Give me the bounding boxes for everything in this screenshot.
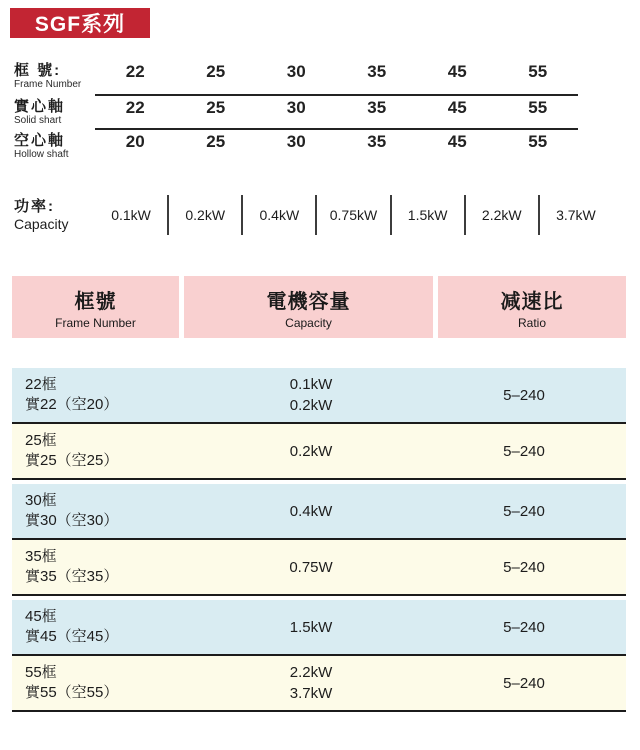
capacity-cell xyxy=(184,368,438,422)
capacity-lines xyxy=(290,441,333,462)
capacity-label-en: Capacity xyxy=(14,215,69,232)
capacity-value: 0.4kW xyxy=(259,207,300,223)
spec-value: 25 xyxy=(206,62,226,81)
capacity-value: 0.75kW xyxy=(329,207,378,223)
table-header-cell xyxy=(438,276,626,338)
frame-line: 25框 xyxy=(25,432,57,449)
frame-cell xyxy=(12,368,184,422)
spec-label-en: Hollow shaft xyxy=(14,149,69,161)
ratio-cell: 5–240 xyxy=(503,674,545,692)
capacity-lines xyxy=(290,617,333,638)
capacity-value: 1.5kW xyxy=(407,207,448,223)
spec-label-zh: 實心軸 xyxy=(14,98,66,115)
spec-value: 25 xyxy=(206,132,226,151)
capacity-label-zh: 功率: xyxy=(14,197,55,215)
frame-cell xyxy=(12,656,184,710)
frame-line: 實35（空35） xyxy=(25,568,119,585)
capacity-lines xyxy=(289,557,332,578)
frame-cell xyxy=(12,484,184,538)
capacity-value: 2.2kW xyxy=(481,207,522,223)
spec-row xyxy=(14,96,580,130)
spec-label-en: Solid shart xyxy=(14,115,62,127)
spec-label-zh: 空心軸 xyxy=(14,132,66,149)
ratio-table-header xyxy=(12,276,626,338)
frame-line: 45框 xyxy=(25,608,57,625)
series-title-banner xyxy=(10,8,150,38)
frame-line: 實22（空20） xyxy=(25,396,119,413)
ratio-cell: 5–240 xyxy=(503,502,545,520)
series-title: SGF系列 xyxy=(34,13,126,36)
catalog-page xyxy=(0,8,640,712)
spec-value: 25 xyxy=(206,98,226,117)
ratio-cell: 5–240 xyxy=(503,442,545,460)
capacity-line: 0.75W xyxy=(289,558,333,576)
spec-value: 35 xyxy=(367,132,387,151)
frame-line: 實30（空30） xyxy=(25,512,119,529)
capacity-cell xyxy=(184,484,438,538)
spec-row-values xyxy=(95,130,578,162)
capacity-line: 2.2kW xyxy=(289,664,333,681)
spec-value: 20 xyxy=(125,132,145,151)
capacity-cell xyxy=(184,424,438,478)
header-en: Frame Number xyxy=(55,315,136,330)
capacity-cell xyxy=(184,540,438,594)
capacity-lines xyxy=(290,374,333,416)
header-zh: 减速比 xyxy=(500,290,564,313)
spec-value: 45 xyxy=(447,132,467,151)
table-row xyxy=(12,600,626,656)
capacity-lines xyxy=(290,501,333,522)
table-header-cell xyxy=(184,276,433,338)
table-row xyxy=(12,656,626,712)
spec-row-label xyxy=(14,60,95,96)
frame-line: 實55（空55） xyxy=(25,684,119,701)
spec-value: 22 xyxy=(125,98,145,117)
table-row xyxy=(12,484,626,540)
ratio-cell: 5–240 xyxy=(503,558,545,576)
spec-row-values xyxy=(95,60,578,96)
spec-row xyxy=(14,130,580,162)
frame-line: 30框 xyxy=(25,492,57,509)
table-row xyxy=(12,424,626,480)
spec-label-zh: 框 號: xyxy=(14,62,62,79)
spec-row-values xyxy=(95,96,578,130)
capacity-line: 0.1kW xyxy=(289,376,333,393)
capacity-line: 0.2kW xyxy=(289,442,333,460)
spec-value: 35 xyxy=(367,98,387,117)
ratio-table-body xyxy=(12,368,626,712)
spec-row xyxy=(14,60,580,96)
spec-table xyxy=(14,60,580,162)
capacity-strip xyxy=(14,190,614,240)
spec-value: 55 xyxy=(528,62,548,81)
frame-line: 55框 xyxy=(25,664,57,681)
spec-value: 35 xyxy=(367,62,387,81)
capacity-cell xyxy=(184,600,438,654)
capacity-value: 0.2kW xyxy=(185,207,226,223)
ratio-table xyxy=(12,276,626,712)
capacity-line: 0.4kW xyxy=(289,502,333,520)
capacity-line: 3.7kW xyxy=(289,685,333,702)
capacity-value: 0.1kW xyxy=(111,207,151,223)
capacity-line: 1.5kW xyxy=(289,618,333,636)
frame-line: 實25（空25） xyxy=(25,452,119,469)
capacity-lines xyxy=(290,662,333,704)
spec-row-label xyxy=(14,96,95,130)
spec-value: 55 xyxy=(528,98,548,117)
spec-value: 55 xyxy=(528,132,548,151)
header-zh: 電機容量 xyxy=(266,290,351,313)
spec-value: 30 xyxy=(286,98,306,117)
spec-value: 45 xyxy=(447,98,467,117)
spec-value: 45 xyxy=(447,62,467,81)
ratio-cell: 5–240 xyxy=(503,618,545,636)
table-row xyxy=(12,540,626,596)
capacity-cell xyxy=(184,656,438,710)
frame-cell xyxy=(12,600,184,654)
frame-cell xyxy=(12,540,184,594)
header-en: Capacity xyxy=(285,315,332,330)
spec-value: 30 xyxy=(286,62,306,81)
spec-label-en: Frame Number xyxy=(14,79,82,91)
spec-row-label xyxy=(14,130,95,162)
header-en: Ratio xyxy=(517,315,546,330)
capacity-value: 3.7kW xyxy=(556,207,596,223)
frame-cell xyxy=(12,424,184,478)
frame-line: 實45（空45） xyxy=(25,628,119,645)
capacity-values xyxy=(95,193,612,237)
header-zh: 框號 xyxy=(74,290,117,313)
frame-line: 22框 xyxy=(25,376,57,393)
capacity-strip-label xyxy=(14,198,95,233)
table-row xyxy=(12,368,626,424)
spec-value: 30 xyxy=(286,132,306,151)
frame-line: 35框 xyxy=(25,548,57,565)
spec-value: 22 xyxy=(125,62,145,81)
table-header-cell xyxy=(12,276,179,338)
capacity-line: 0.2kW xyxy=(289,397,333,414)
ratio-cell: 5–240 xyxy=(503,386,545,404)
